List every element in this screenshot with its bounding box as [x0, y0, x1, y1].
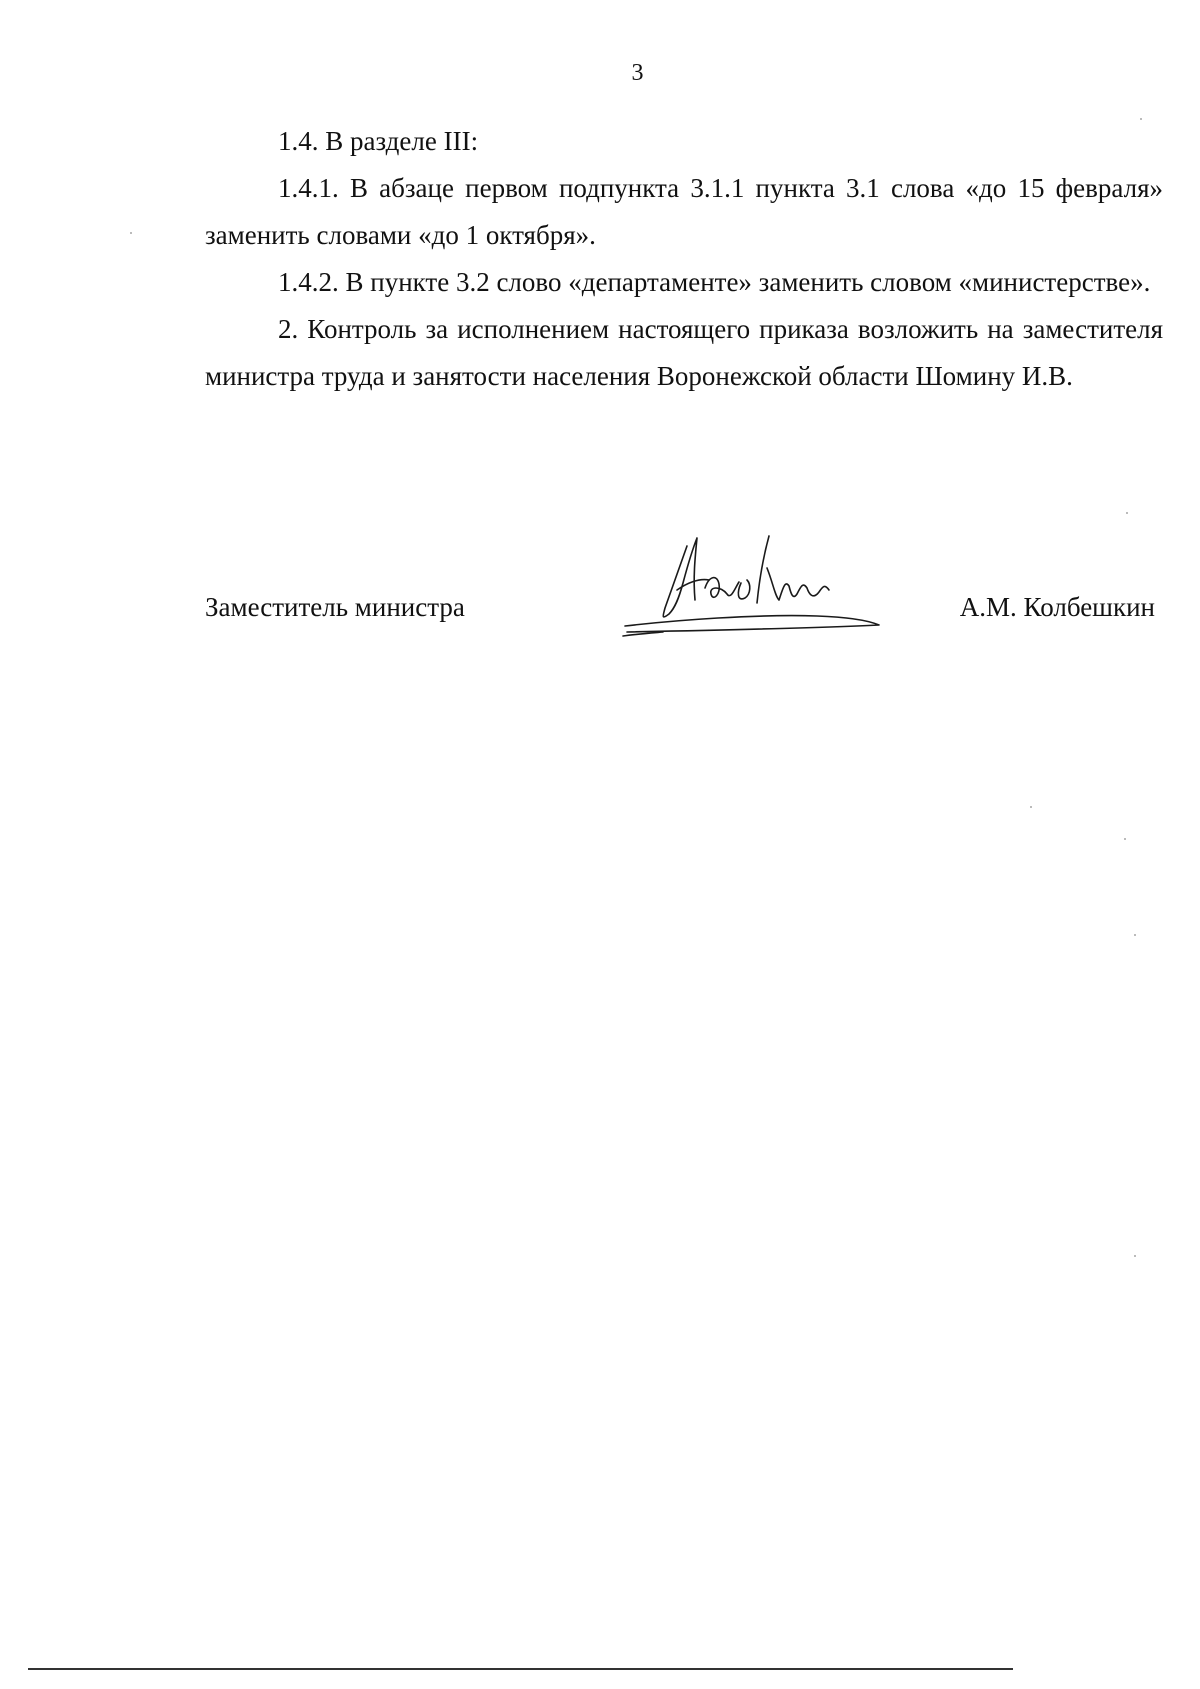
- signature-block: [205, 578, 1163, 678]
- paragraph-2: 2. Контроль за исполнением настоящего приказа возложить на заместителя министра труда и занятости населения Воронежской области Шомину И.В.: [205, 314, 1163, 391]
- scan-edge-line: [28, 1668, 1013, 1670]
- scan-speck: [130, 232, 132, 234]
- signatory-name: А.М. Колбешкин: [959, 592, 1155, 622]
- page-number: 3: [631, 60, 644, 86]
- paragraph-1-4-1: 1.4.1. В абзаце первом подпункта 3.1.1 пункта 3.1 слова «до 15 февраля» заменить словами «до 1 октября».: [205, 173, 1163, 250]
- scan-speck: [1134, 934, 1136, 936]
- handwritten-signature: [617, 528, 887, 643]
- document-body: [205, 118, 1163, 400]
- scan-speck: [1134, 1255, 1136, 1257]
- scan-speck: [1140, 118, 1142, 120]
- paragraph-1-4: 1.4. В разделе III:: [278, 126, 479, 156]
- scan-speck: [1030, 806, 1032, 808]
- signatory-position: Заместитель министра: [205, 592, 465, 622]
- scan-speck: [1126, 512, 1128, 514]
- scan-speck: [1124, 838, 1126, 840]
- paragraph-1-4-2: 1.4.2. В пункте 3.2 слово «департаменте» заменить словом «министерстве».: [278, 267, 1151, 297]
